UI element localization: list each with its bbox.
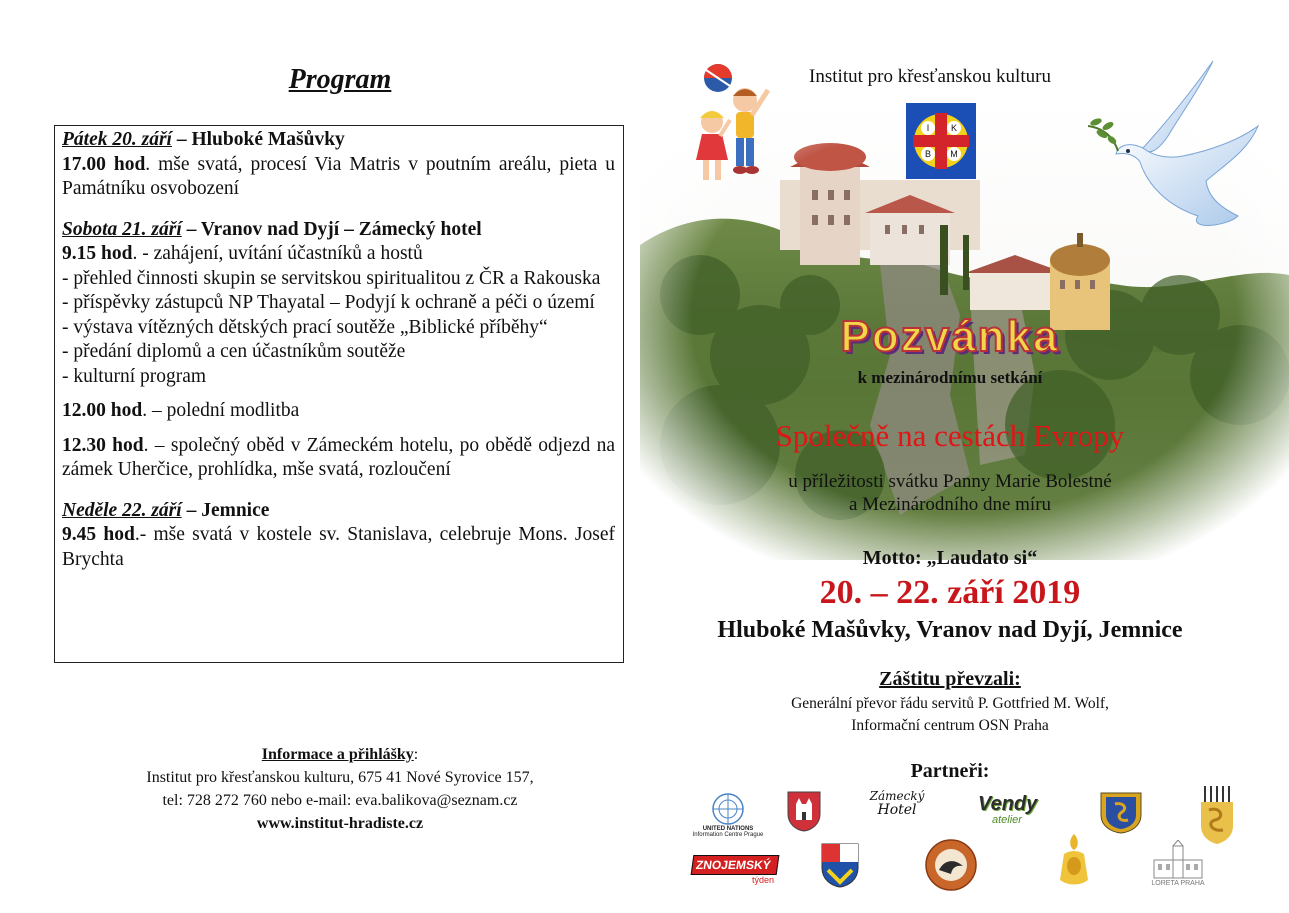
coat-of-arms-logo-3 [1197, 784, 1237, 846]
event-headline: Společně na cestách Evropy [775, 418, 1125, 453]
info-address: Institut pro křesťanskou kulturu, 675 41 Nové Syrovice 157, [146, 769, 534, 786]
saturday-sep: – [181, 218, 201, 240]
saturday-time-3: 12.30 hod [62, 434, 144, 456]
patronage-title: Záštitu převzali: [879, 668, 1021, 690]
saturday-text-1: . - zahájení, uvítání účastníků a hostů [132, 243, 423, 264]
saturday-text-2: . – polední modlitba [142, 400, 300, 421]
un-caption-1: UNITED NATIONS [702, 826, 754, 832]
patronage-line-1: Generální převor řádu servitů P. Gottfried M. Wolf, [791, 695, 1109, 712]
patronage-line-2: Informační centrum OSN Praha [851, 717, 1049, 734]
saturday-text-3: . – společný oběd v Zámeckém hotelu, po obědě odjezd na zámek Uherčice, prohlídka, mše svatá, rozloučení [62, 434, 615, 480]
saturday-item: - kulturní program [62, 365, 207, 387]
friday-text: . mše svatá, procesí Via Matris v poutním areálu, pieta u Památníku osvobození [62, 153, 615, 199]
sunday-time: 9.45 hod [62, 524, 135, 545]
loreta-caption: LORETA PRAHA [1151, 880, 1205, 887]
sunday-day: Neděle 22. září [62, 499, 182, 521]
motto: Motto: „Laudato si“ [862, 547, 1038, 569]
saturday-entry-3 [62, 434, 615, 483]
friday-time: 17.00 hod [62, 153, 146, 175]
gold-crest-icon [1197, 784, 1237, 846]
un-emblem-icon [686, 792, 770, 826]
znojemsky-tyden-logo [692, 855, 778, 885]
program-title: Program [288, 64, 392, 95]
gold-figure-logo [1056, 832, 1092, 892]
saturday-item: - přehled činnosti skupin se servitskou spiritualitou z ČR a Rakouska [62, 267, 601, 289]
hotel-logo-text-2: Hotel [877, 802, 917, 818]
znojemsky-logo-text: ZNOJEMSKÝ [691, 855, 780, 875]
saturday-time-2: 12.00 hod [62, 400, 143, 421]
occasion-line-1: u příležitosti svátku Panny Marie Bolestné [788, 471, 1112, 492]
saturday-item: - předání diplomů a cen účastníkům soutěže [62, 341, 406, 362]
logo-letter: M [950, 149, 958, 159]
program-box [54, 125, 624, 663]
institute-name: Institut pro křesťanskou kulturu [809, 66, 1051, 87]
sunday-text: .- mše svatá v kostele sv. Stanislava, celebruje Mons. Josef Brychta [62, 524, 615, 570]
logo-letter: I [926, 123, 930, 133]
peace-dove-icon [1088, 56, 1268, 231]
coat-of-arms-logo-4 [820, 842, 860, 888]
event-dates: 20. – 22. září 2019 [819, 574, 1081, 611]
znojemsky-logo-subtext: týden [751, 875, 774, 885]
saturday-entry-1 [62, 242, 615, 267]
friday-heading [62, 128, 615, 153]
un-caption-2: Information Centre Prague [692, 832, 764, 838]
occasion-text [700, 470, 1200, 516]
un-logo [686, 792, 770, 838]
coat-of-arms-logo-1 [786, 790, 822, 832]
logo-letter: K [950, 123, 958, 133]
sunday-place: Jemnice [201, 499, 270, 521]
saturday-day: Sobota 21. září [62, 218, 182, 240]
national-park-logo [924, 838, 978, 892]
red-shield-icon [786, 790, 822, 832]
gold-statue-icon [1056, 832, 1092, 892]
info-website: www.institut-hradiste.cz [256, 815, 424, 832]
children-with-ball-illustration [690, 60, 778, 190]
zamecky-hotel-logo [868, 790, 926, 818]
friday-day: Pátek 20. září [62, 129, 172, 150]
blue-red-shield-icon [820, 842, 860, 888]
sunday-sep: – [181, 499, 202, 521]
friday-sep: – [171, 129, 192, 150]
info-colon: : [413, 746, 419, 763]
saturday-heading [62, 218, 615, 243]
sunday-entry [62, 523, 615, 572]
meeting-subtitle: k mezinárodnímu setkání [857, 368, 1043, 387]
blue-gold-shield-icon [1098, 790, 1144, 834]
saturday-place: Vranov nad Dyjí – Zámecký hotel [200, 218, 482, 240]
sunday-heading [62, 499, 615, 524]
loreta-praha-logo [1148, 840, 1208, 887]
saturday-item: - příspěvky zástupců NP Thayatal – Podyjí k ochraně a péči o území [62, 292, 595, 313]
saturday-entry-2 [62, 399, 615, 424]
coat-of-arms-logo-2 [1098, 790, 1144, 834]
friday-entry [62, 153, 615, 202]
vendy-logo-subtext: atelier [992, 814, 1022, 826]
occasion-line-2: a Mezinárodního dne míru [848, 494, 1052, 515]
info-title: Informace a přihlášky [261, 746, 414, 763]
contact-info [60, 743, 620, 835]
vendy-logo-text: Vendy [978, 793, 1038, 815]
info-phone-email: tel: 728 272 760 nebo e-mail: eva.balikova@seznam.cz [162, 792, 518, 809]
national-park-emblem-icon [924, 838, 978, 892]
saturday-item: - výstava vítězných dětských prací soutěže „Biblické příběhy“ [62, 316, 548, 338]
event-places: Hluboké Mašůvky, Vranov nad Dyjí, Jemnice [717, 617, 1183, 643]
partners-title: Partneři: [910, 760, 990, 782]
loreta-building-icon [1148, 840, 1208, 880]
saturday-time-1: 9.15 hod [62, 243, 133, 264]
friday-place: Hluboké Mašůvky [191, 129, 345, 150]
vendy-atelier-logo [978, 794, 1040, 826]
logo-letter: B [924, 149, 932, 159]
invitation-title: Pozvánka [840, 312, 1060, 361]
hotel-logo-text-1: Zámecký [869, 789, 925, 803]
institute-logo-icon [906, 103, 976, 179]
patronage-list [700, 693, 1200, 737]
